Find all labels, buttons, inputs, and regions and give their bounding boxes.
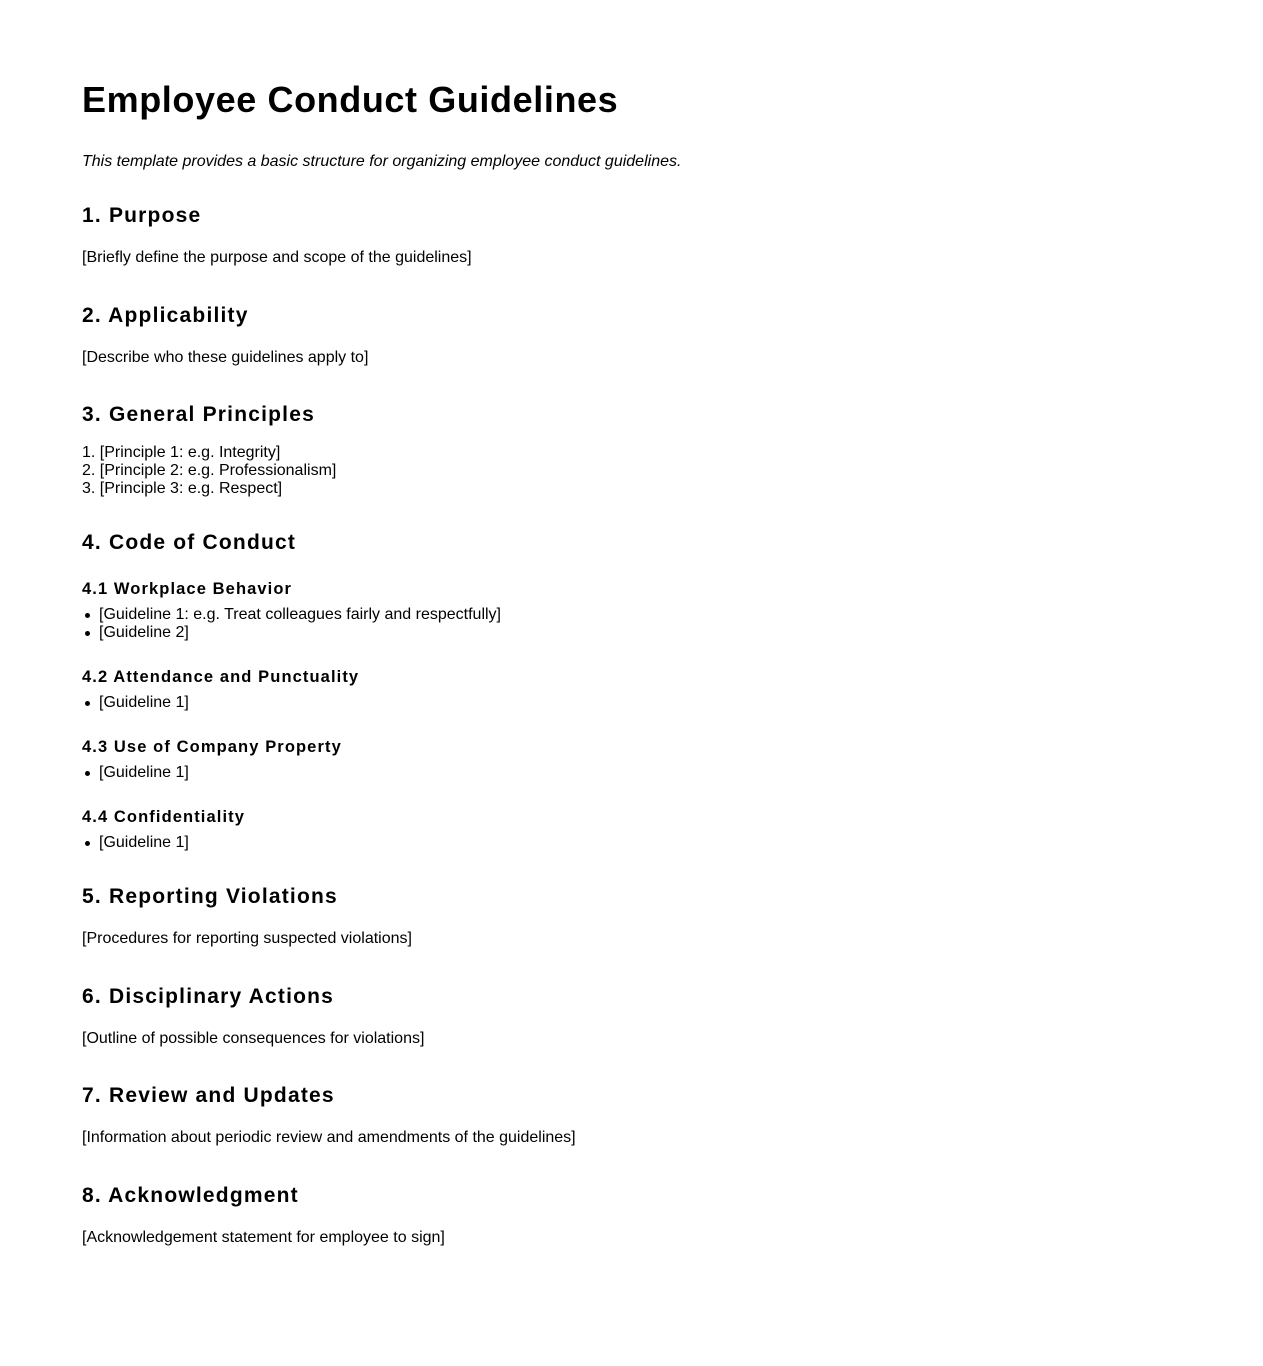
- bullet-icon: [85, 631, 90, 636]
- list-item: 2. [Principle 2: e.g. Professionalism]: [82, 462, 337, 479]
- heading-company-property: 4.3 Use of Company Property: [82, 738, 342, 756]
- principles-list: [82, 444, 336, 498]
- applicability-text: [Describe who these guidelines apply to]: [82, 349, 369, 366]
- list-item: [Guideline 1]: [82, 834, 189, 852]
- heading-code-of-conduct: 4. Code of Conduct: [82, 531, 297, 554]
- heading-attendance: 4.2 Attendance and Punctuality: [82, 668, 360, 686]
- confidentiality-list: [82, 834, 189, 852]
- workplace-behavior-list: [82, 606, 501, 642]
- heading-general-principles: 3. General Principles: [82, 403, 315, 426]
- heading-purpose: 1. Purpose: [82, 204, 202, 227]
- list-item: [Guideline 1: e.g. Treat colleagues fairly and respectfully]: [82, 606, 501, 624]
- intro-text: This template provides a basic structure for organizing employee conduct guidelines.: [82, 153, 682, 170]
- heading-disciplinary-actions: 6. Disciplinary Actions: [82, 985, 335, 1008]
- purpose-text: [Briefly define the purpose and scope of the guidelines]: [82, 249, 472, 266]
- page-title: Employee Conduct Guidelines: [82, 79, 619, 120]
- company-property-list: [82, 764, 189, 782]
- heading-workplace-behavior: 4.1 Workplace Behavior: [82, 580, 293, 598]
- list-item: [Guideline 2]: [82, 624, 501, 642]
- list-item: [Guideline 1]: [82, 694, 189, 712]
- list-item: [Guideline 1]: [82, 764, 189, 782]
- bullet-icon: [85, 841, 90, 846]
- list-item: 1. [Principle 1: e.g. Integrity]: [82, 444, 281, 461]
- list-item: 3. [Principle 3: e.g. Respect]: [82, 480, 283, 497]
- bullet-icon: [85, 701, 90, 706]
- heading-applicability: 2. Applicability: [82, 304, 249, 327]
- heading-reporting-violations: 5. Reporting Violations: [82, 885, 338, 908]
- attendance-list: [82, 694, 189, 712]
- disciplinary-text: [Outline of possible consequences for violations]: [82, 1030, 425, 1047]
- bullet-icon: [85, 771, 90, 776]
- acknowledgment-text: [Acknowledgement statement for employee to sign]: [82, 1229, 445, 1246]
- heading-confidentiality: 4.4 Confidentiality: [82, 808, 246, 826]
- review-text: [Information about periodic review and amendments of the guidelines]: [82, 1129, 576, 1146]
- reporting-text: [Procedures for reporting suspected violations]: [82, 930, 412, 947]
- heading-acknowledgment: 8. Acknowledgment: [82, 1184, 299, 1207]
- bullet-icon: [85, 613, 90, 618]
- heading-review-updates: 7. Review and Updates: [82, 1084, 335, 1107]
